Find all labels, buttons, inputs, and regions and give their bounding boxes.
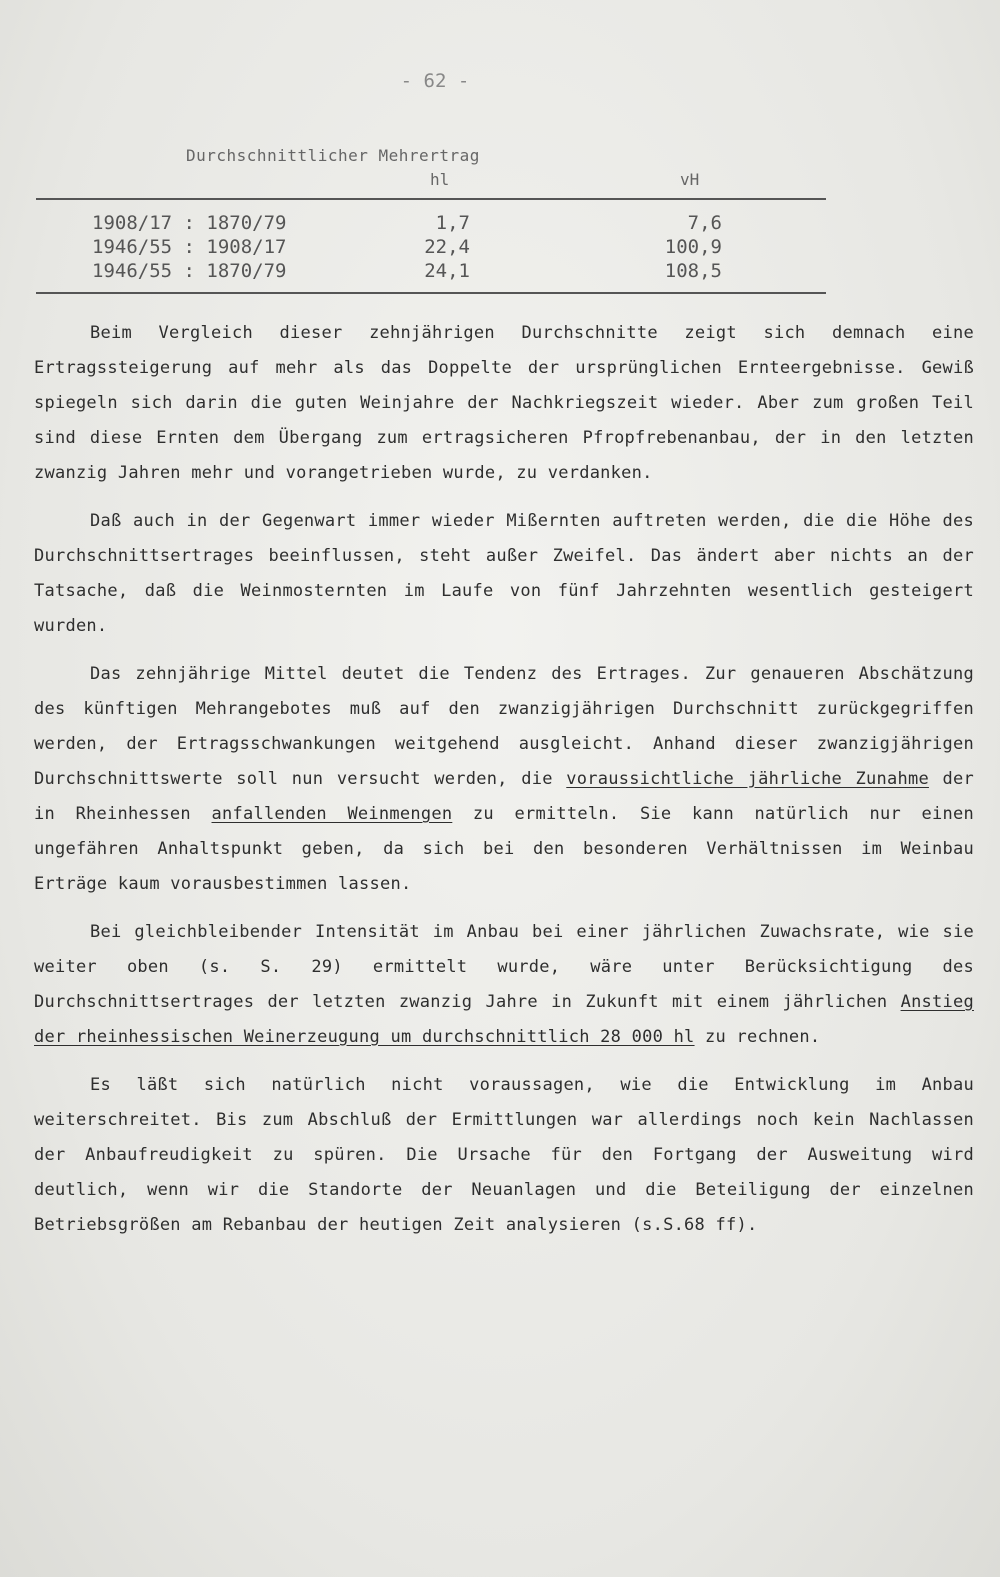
table-cell-vh: 108,5 — [664, 260, 722, 282]
page-number: - 62 - — [400, 70, 470, 92]
table-cell-hl: 24,1 — [424, 260, 470, 282]
paragraph-3-text-b: der in Rheinhessen — [34, 769, 974, 824]
table-top-rule — [36, 198, 826, 200]
table-header-vh: vH — [680, 170, 700, 189]
paragraph-3-text-c: zu ermitteln. Sie kann natürlich nur einen ungefähren Anhaltspunkt geben, da sich bei den besonderen Verhältnissen im Weinbau Erträge kaum vorausbestimmen lassen. — [34, 804, 974, 894]
table-cell-period: 1908/17 : 1870/79 — [92, 212, 287, 234]
table-row — [0, 212, 1000, 236]
underlined-phrase-zunahme: voraussichtliche jährliche Zunahme — [566, 769, 929, 789]
underlined-phrase-weinmengen: anfallenden Weinmengen — [211, 804, 453, 824]
paragraph-4-text-b: zu rechnen. — [705, 1027, 821, 1047]
paragraph-1: Beim Vergleich dieser zehnjährigen Durchschnitte zeigt sich demnach eine Ertragssteigerung auf mehr als das Doppelte der ursprünglichen Ernteergebnisse. Gewiß spiegeln sich darin die guten Weinjahre der Nachkriegszeit wieder. Aber zum großen Teil sind diese Ernten dem Übergang zum ertragsicheren Pfropfrebenanbau, der in den letzten zwanzig Jahren mehr und vorangetrieben wurde, zu verdanken. — [34, 323, 974, 483]
table-cell-hl: 22,4 — [424, 236, 470, 258]
paragraph-4 — [34, 915, 974, 1055]
table-cell-period: 1946/55 : 1870/79 — [92, 260, 287, 282]
table-cell-vh: 100,9 — [664, 236, 722, 258]
table-bottom-rule — [36, 292, 826, 294]
body-text — [34, 316, 974, 1256]
table-cell-period: 1946/55 : 1908/17 — [92, 236, 287, 258]
table-row — [0, 260, 1000, 284]
table-cell-hl: 1,7 — [435, 212, 470, 234]
table-title: Durchschnittlicher Mehrertrag — [186, 146, 480, 165]
paragraph-3 — [34, 657, 974, 902]
table-cell-vh: 7,6 — [687, 212, 722, 234]
paragraph-2: Daß auch in der Gegenwart immer wieder Mißernten auftreten werden, die die Höhe des Durchschnittsertrages beeinflussen, steht außer Zweifel. Das ändert aber nichts an der Tatsache, daß die Weinmosternten im Laufe von fünf Jahrzehnten wesentlich gesteigert wurden. — [34, 511, 974, 636]
paragraph-3-text-a: Das zehnjährige Mittel deutet die Tendenz des Ertrages. Zur genaueren Abschätzung des künftigen Mehrangebotes muß auf den zwanzigjährigen Durchschnitt zurückgegriffen werden, der Ertragsschwankungen weitgehend ausgleicht. Anhand dieser zwanzigjährigen Durchschnittswerte soll nun versucht werden, die — [34, 664, 974, 789]
underlined-phrase-anstieg: Anstieg der rheinhessischen Weinerzeugung um durchschnittlich 28 000 hl — [34, 992, 974, 1047]
table-row — [0, 236, 1000, 260]
paragraph-5: Es läßt sich natürlich nicht voraussagen, wie die Entwicklung im Anbau weiterschreitet. Bis zum Abschluß der Ermittlungen war allerdings noch kein Nachlassen der Anbaufreudigkeit zu spüren. Die Ursache für den Fortgang der Ausweitung wird deutlich, wenn wir die Standorte der Neuanlagen und die Beteiligung der einzelnen Betriebsgrößen am Rebanbau der heutigen Zeit analysieren (s.S.68 ff). — [34, 1075, 974, 1235]
paragraph-4-text-a: Bei gleichbleibender Intensität im Anbau bei einer jährlichen Zuwachsrate, wie sie weiter oben (s. S. 29) ermittelt wurde, wäre unter Berücksichtigung des Durchschnittsertrages der letzten zwanzig Jahre in Zukunft mit einem jährlichen — [34, 922, 974, 1012]
table-header-hl: hl — [430, 170, 450, 189]
